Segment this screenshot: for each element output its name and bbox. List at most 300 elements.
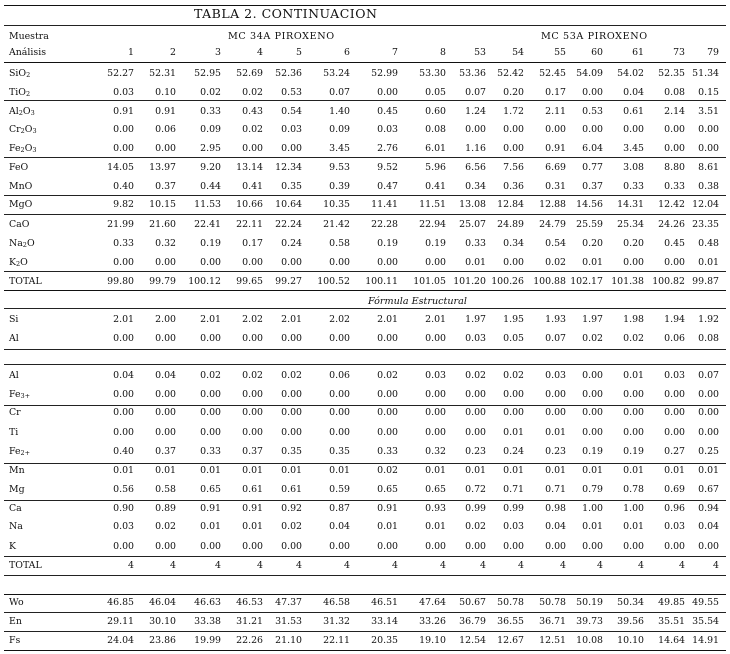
column-header: 73	[673, 47, 685, 58]
table-cell: 14.64	[658, 635, 685, 646]
table-cell: 9.20	[200, 162, 221, 173]
row-label: Al	[9, 370, 19, 381]
table-cell: 0.00	[582, 389, 603, 400]
row-label: $Fe_{2+}$	[9, 446, 31, 457]
table-cell: 31.32	[323, 616, 350, 627]
table-cell: 0.00	[582, 124, 603, 135]
table-cell: 0.00	[623, 257, 644, 268]
table-cell: 4	[344, 560, 350, 571]
table-cell: 0.00	[200, 407, 221, 418]
table-cell: 0.04	[623, 87, 644, 98]
table-cell: 50.78	[497, 597, 524, 608]
table-cell: 0.00	[113, 427, 134, 438]
table-cell: 10.66	[236, 199, 263, 210]
table-cell: 0.37	[242, 446, 263, 457]
table-cell: 0.56	[113, 484, 134, 495]
table-cell: 0.02	[281, 370, 302, 381]
table-cell: 100.52	[317, 276, 350, 287]
table-cell: 0.71	[545, 484, 566, 495]
table-cell: 12.88	[539, 199, 566, 210]
table-cell: 36.71	[539, 616, 566, 627]
table-cell: 50.78	[539, 597, 566, 608]
table-cell: 0.01	[425, 521, 446, 532]
table-cell: 22.41	[194, 219, 221, 230]
column-header: 2	[170, 47, 176, 58]
table-cell: 13.08	[459, 199, 486, 210]
row-label: Ca	[9, 503, 22, 514]
table-cell: 1.98	[623, 314, 644, 325]
table-cell: 0.00	[242, 333, 263, 344]
table-cell: 1.00	[623, 503, 644, 514]
table-cell: 21.10	[275, 635, 302, 646]
table-cell: 10.08	[576, 635, 603, 646]
table-cell: 0.00	[329, 389, 350, 400]
table-cell: 101.20	[453, 276, 486, 287]
table-cell: 0.00	[465, 541, 486, 552]
table-cell: 0.09	[200, 124, 221, 135]
table-cell: 0.87	[329, 503, 350, 514]
table-cell: 0.00	[113, 333, 134, 344]
table-cell: 0.00	[281, 143, 302, 154]
table-cell: 2.01	[281, 314, 302, 325]
table-cell: 19.99	[194, 635, 221, 646]
table-cell: 0.00	[155, 407, 176, 418]
table-cell: 0.02	[623, 333, 644, 344]
table-cell: 49.55	[692, 597, 719, 608]
table-cell: 99.80	[107, 276, 134, 287]
column-header: 7	[392, 47, 398, 58]
table-cell: 0.36	[503, 181, 524, 192]
table-cell: 0.15	[698, 87, 719, 98]
table-cell: 6.56	[465, 162, 486, 173]
table-cell: 0.00	[503, 124, 524, 135]
table-cell: 51.34	[692, 68, 719, 79]
table-cell: 49.85	[658, 597, 685, 608]
table-cell: 0.00	[545, 541, 566, 552]
table-cell: 0.01	[377, 521, 398, 532]
table-cell: 33.14	[371, 616, 398, 627]
table-cell: 0.09	[329, 124, 350, 135]
row-label: $Fe_2O_3$	[9, 143, 37, 154]
table-cell: 8.80	[664, 162, 685, 173]
table-cell: 0.00	[155, 389, 176, 400]
rule-line	[4, 631, 726, 632]
table-cell: 4	[518, 560, 524, 571]
table-cell: 0.94	[698, 503, 719, 514]
table-cell: 22.24	[275, 219, 302, 230]
table-cell: 0.00	[113, 143, 134, 154]
table-cell: 0.33	[377, 446, 398, 457]
table-cell: 100.88	[533, 276, 566, 287]
row-label: FeO	[9, 162, 29, 173]
table-cell: 0.00	[623, 541, 644, 552]
table-cell: 52.27	[107, 68, 134, 79]
table-cell: 0.00	[664, 407, 685, 418]
table-cell: 0.01	[623, 370, 644, 381]
table-cell: 12.84	[497, 199, 524, 210]
table-cell: 0.00	[329, 407, 350, 418]
table-cell: 0.00	[425, 257, 446, 268]
table-cell: 0.01	[545, 427, 566, 438]
table-cell: 1.97	[582, 314, 603, 325]
table-cell: 0.00	[329, 541, 350, 552]
table-cell: 0.60	[425, 106, 446, 117]
table-cell: 0.00	[503, 257, 524, 268]
table-cell: 0.00	[377, 257, 398, 268]
table-cell: 0.00	[664, 541, 685, 552]
table-cell: 0.00	[281, 389, 302, 400]
table-cell: 0.00	[200, 257, 221, 268]
table-cell: 23.86	[149, 635, 176, 646]
table-cell: 0.00	[425, 389, 446, 400]
table-cell: 0.33	[113, 238, 134, 249]
column-header: 55	[554, 47, 566, 58]
table-cell: 1.72	[503, 106, 524, 117]
column-header: 1	[128, 47, 134, 58]
table-cell: 2.01	[113, 314, 134, 325]
table-cell: 10.10	[617, 635, 644, 646]
table-cell: 0.19	[623, 446, 644, 457]
table-cell: 0.41	[242, 181, 263, 192]
table-cell: 0.00	[545, 389, 566, 400]
table-cell: 0.00	[242, 407, 263, 418]
table-cell: 0.00	[155, 541, 176, 552]
table-cell: 36.79	[459, 616, 486, 627]
table-cell: 0.01	[503, 427, 524, 438]
table-cell: 2.14	[664, 106, 685, 117]
table-cell: 100.26	[491, 276, 524, 287]
table-cell: 21.60	[149, 219, 176, 230]
table-cell: 0.32	[155, 238, 176, 249]
table-cell: 0.27	[664, 446, 685, 457]
table-cell: 25.59	[576, 219, 603, 230]
table-cell: 4	[128, 560, 134, 571]
table-cell: 52.69	[236, 68, 263, 79]
table-cell: 1.40	[329, 106, 350, 117]
rule-line	[4, 195, 726, 196]
table-cell: 0.07	[545, 333, 566, 344]
rule-line	[4, 575, 726, 576]
table-cell: 0.90	[113, 503, 134, 514]
table-cell: 4	[257, 560, 263, 571]
table-cell: 99.87	[692, 276, 719, 287]
table-cell: 0.02	[545, 257, 566, 268]
table-cell: 0.00	[664, 257, 685, 268]
table-cell: 0.00	[623, 427, 644, 438]
table-cell: 14.56	[576, 199, 603, 210]
rule-line	[4, 157, 726, 158]
table-cell: 0.00	[623, 124, 644, 135]
table-cell: 46.85	[107, 597, 134, 608]
table-cell: 0.00	[582, 407, 603, 418]
table-cell: 22.28	[371, 219, 398, 230]
table-cell: 0.69	[664, 484, 685, 495]
table-cell: 4	[713, 560, 719, 571]
table-cell: 0.07	[465, 87, 486, 98]
table-cell: 0.40	[113, 181, 134, 192]
table-cell: 0.00	[113, 389, 134, 400]
table-cell: 11.41	[371, 199, 398, 210]
column-header: 6	[344, 47, 350, 58]
table-cell: 50.34	[617, 597, 644, 608]
table-cell: 53.30	[419, 68, 446, 79]
table-cell: 54.02	[617, 68, 644, 79]
table-cell: 25.07	[459, 219, 486, 230]
table-cell: 0.01	[582, 465, 603, 476]
table-cell: 20.35	[371, 635, 398, 646]
table-cell: 0.59	[329, 484, 350, 495]
table-cell: 0.35	[281, 446, 302, 457]
table-cell: 1.95	[503, 314, 524, 325]
table-cell: 0.17	[242, 238, 263, 249]
table-cell: 0.38	[698, 181, 719, 192]
row-label: En	[9, 616, 22, 627]
table-cell: 0.37	[155, 446, 176, 457]
table-cell: 0.61	[623, 106, 644, 117]
table-cell: 0.01	[623, 521, 644, 532]
table-cell: 11.51	[419, 199, 446, 210]
table-cell: 22.94	[419, 219, 446, 230]
row-label: Wo	[9, 597, 24, 608]
column-header: 79	[707, 47, 719, 58]
table-cell: 1.92	[698, 314, 719, 325]
table-cell: 0.65	[377, 484, 398, 495]
table-cell: 0.03	[425, 370, 446, 381]
table-cell: 0.00	[503, 389, 524, 400]
table-cell: 0.00	[698, 143, 719, 154]
table-cell: 0.00	[582, 370, 603, 381]
table-cell: 2.95	[200, 143, 221, 154]
table-cell: 0.01	[582, 257, 603, 268]
table-cell: 2.01	[425, 314, 446, 325]
table-cell: 0.61	[242, 484, 263, 495]
table-cell: 12.34	[275, 162, 302, 173]
table-cell: 0.17	[545, 87, 566, 98]
table-cell: 0.01	[200, 465, 221, 476]
table-cell: 0.00	[425, 541, 446, 552]
table-cell: 0.04	[113, 370, 134, 381]
table-cell: 12.42	[658, 199, 685, 210]
table-cell: 0.00	[155, 427, 176, 438]
table-cell: 0.02	[200, 87, 221, 98]
table-cell: 3.51	[698, 106, 719, 117]
table-cell: 0.00	[503, 407, 524, 418]
table-cell: 0.98	[545, 503, 566, 514]
table-cell: 0.01	[698, 465, 719, 476]
row-label: Mg	[9, 484, 25, 495]
row-label: TOTAL	[9, 560, 42, 571]
table-cell: 0.03	[503, 521, 524, 532]
table-cell: 0.03	[465, 333, 486, 344]
table-cell: 35.51	[658, 616, 685, 627]
table-cell: 0.20	[623, 238, 644, 249]
table-cell: 0.00	[377, 541, 398, 552]
rule-line	[4, 349, 726, 350]
rule-line	[4, 25, 726, 26]
table-cell: 0.01	[582, 521, 603, 532]
table-cell: 0.00	[465, 124, 486, 135]
table-cell: 12.51	[539, 635, 566, 646]
table-cell: 3.45	[329, 143, 350, 154]
table-cell: 52.99	[371, 68, 398, 79]
table-cell: 0.58	[155, 484, 176, 495]
table-cell: 0.00	[377, 389, 398, 400]
rule-line	[4, 364, 726, 365]
table-cell: 3.45	[623, 143, 644, 154]
formula-heading: Fórmula Estructural	[368, 296, 467, 307]
table-cell: 5.96	[425, 162, 446, 173]
table-cell: 0.48	[698, 238, 719, 249]
table-cell: 50.19	[576, 597, 603, 608]
table-cell: 0.00	[425, 427, 446, 438]
table-cell: 0.01	[200, 521, 221, 532]
table-cell: 4	[480, 560, 486, 571]
table-cell: 0.06	[664, 333, 685, 344]
table-cell: 47.37	[275, 597, 302, 608]
table-cell: 0.01	[155, 465, 176, 476]
table-cell: 0.00	[545, 407, 566, 418]
group-mc53a-header: MC 53A PIROXENO	[541, 31, 648, 42]
table-cell: 0.43	[242, 106, 263, 117]
row-label: CaO	[9, 219, 30, 230]
table-cell: 101.38	[611, 276, 644, 287]
table-cell: 12.04	[692, 199, 719, 210]
table-cell: 0.19	[200, 238, 221, 249]
table-cell: 0.08	[425, 124, 446, 135]
table-cell: 10.35	[323, 199, 350, 210]
column-header: 8	[440, 47, 446, 58]
rule-line	[4, 5, 726, 6]
table-cell: 0.04	[155, 370, 176, 381]
table-cell: 14.31	[617, 199, 644, 210]
table-cell: 0.00	[113, 124, 134, 135]
table-cell: 2.02	[329, 314, 350, 325]
table-cell: 0.05	[503, 333, 524, 344]
table-cell: 0.00	[200, 541, 221, 552]
table-cell: 0.33	[200, 446, 221, 457]
table-cell: 33.38	[194, 616, 221, 627]
table-cell: 0.00	[200, 389, 221, 400]
table-cell: 0.72	[465, 484, 486, 495]
table-cell: 0.01	[664, 465, 685, 476]
table-cell: 0.23	[545, 446, 566, 457]
table-cell: 0.53	[582, 106, 603, 117]
table-cell: 0.91	[545, 143, 566, 154]
table-cell: 53.36	[459, 68, 486, 79]
row-label: TiO$_2$	[9, 87, 31, 98]
row-label: $Cr_2O_3$	[9, 124, 37, 135]
table-cell: 0.07	[329, 87, 350, 98]
table-cell: 0.00	[698, 124, 719, 135]
table-cell: 0.44	[200, 181, 221, 192]
row-label: MgO	[9, 199, 33, 210]
table-cell: 0.45	[377, 106, 398, 117]
table-cell: 0.34	[465, 181, 486, 192]
table-cell: 6.69	[545, 162, 566, 173]
table-cell: 0.06	[329, 370, 350, 381]
table-cell: 0.01	[329, 465, 350, 476]
table-cell: 0.25	[698, 446, 719, 457]
table-cell: 0.02	[281, 521, 302, 532]
table-cell: 2.01	[200, 314, 221, 325]
table-cell: 0.00	[465, 407, 486, 418]
table-cell: 0.00	[281, 541, 302, 552]
table-cell: 0.00	[242, 427, 263, 438]
table-cell: 46.04	[149, 597, 176, 608]
table-cell: 4	[296, 560, 302, 571]
table-cell: 0.33	[623, 181, 644, 192]
table-cell: 102.17	[570, 276, 603, 287]
row-label: TOTAL	[9, 276, 42, 287]
table-cell: 0.01	[281, 465, 302, 476]
table-cell: 22.11	[236, 219, 263, 230]
rule-line	[4, 62, 726, 63]
table-cell: 23.35	[692, 219, 719, 230]
table-cell: 0.00	[503, 541, 524, 552]
rule-line	[4, 594, 726, 595]
table-cell: 0.19	[582, 446, 603, 457]
table-cell: 0.96	[664, 503, 685, 514]
table-cell: 6.04	[582, 143, 603, 154]
table-cell: 10.15	[149, 199, 176, 210]
table-title: TABLA 2. CONTINUACION	[194, 6, 378, 21]
table-cell: 12.67	[497, 635, 524, 646]
table-cell: 0.45	[664, 238, 685, 249]
table-cell: 99.27	[275, 276, 302, 287]
table-cell: 0.65	[425, 484, 446, 495]
row-label: $Fe_{3+}$	[9, 389, 31, 400]
table-cell: 21.42	[323, 219, 350, 230]
table-cell: 0.00	[425, 333, 446, 344]
table-cell: 0.39	[329, 181, 350, 192]
rule-line	[4, 290, 726, 291]
table-cell: 0.00	[698, 407, 719, 418]
table-cell: 0.31	[545, 181, 566, 192]
table-cell: 0.77	[582, 162, 603, 173]
table-cell: 4	[679, 560, 685, 571]
column-header: 4	[257, 47, 263, 58]
table-cell: 22.11	[323, 635, 350, 646]
table-cell: 52.36	[275, 68, 302, 79]
table-cell: 0.02	[582, 333, 603, 344]
table-cell: 0.03	[377, 124, 398, 135]
table-cell: 19.10	[419, 635, 446, 646]
table-cell: 101.05	[413, 276, 446, 287]
table-cell: 0.23	[465, 446, 486, 457]
group-mc34a-header: MC 34A PIROXENO	[228, 31, 335, 42]
table-cell: 0.24	[503, 446, 524, 457]
table-cell: 2.02	[242, 314, 263, 325]
table-cell: 0.00	[155, 333, 176, 344]
table-cell: 0.05	[425, 87, 446, 98]
table-cell: 0.03	[545, 370, 566, 381]
table-cell: 0.91	[242, 503, 263, 514]
table-cell: 0.00	[281, 333, 302, 344]
table-cell: 0.00	[242, 541, 263, 552]
rule-line	[4, 405, 726, 406]
table-cell: 0.00	[281, 407, 302, 418]
table-cell: 24.26	[658, 219, 685, 230]
table-cell: 0.00	[582, 87, 603, 98]
table-cell: 52.45	[539, 68, 566, 79]
table-cell: 39.56	[617, 616, 644, 627]
table-cell: 9.52	[377, 162, 398, 173]
table-cell: 0.40	[113, 446, 134, 457]
table-cell: 0.20	[582, 238, 603, 249]
table-cell: 0.00	[113, 407, 134, 418]
row-label: $K_2O$	[9, 257, 28, 268]
table-cell: 0.37	[155, 181, 176, 192]
